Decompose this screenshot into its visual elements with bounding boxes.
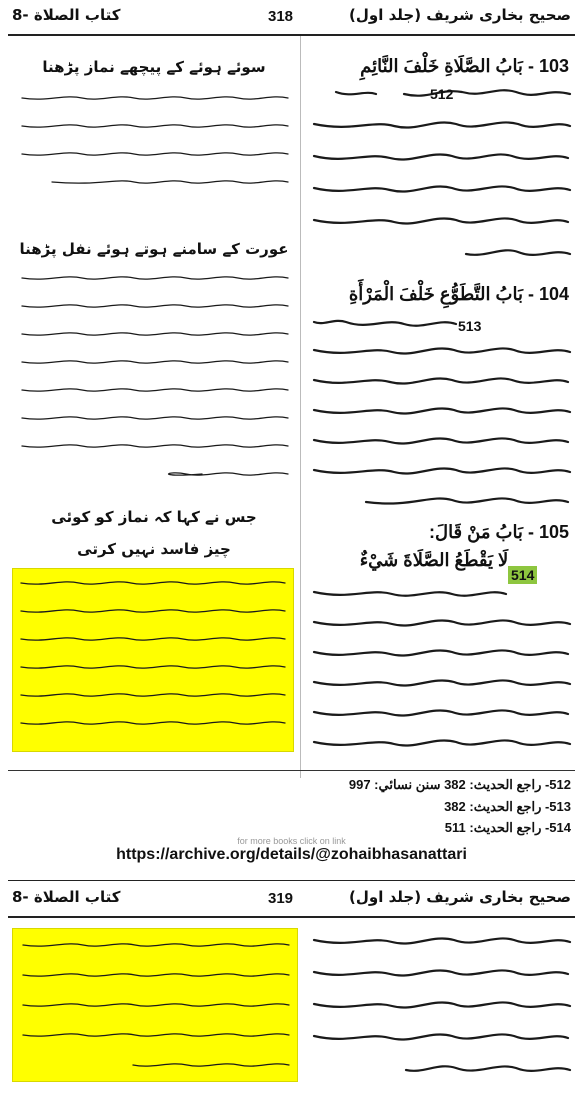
chapter-105-subheading: لَا يَقْطَعُ الصَّلَاةَ شَيْءٌ <box>359 550 509 570</box>
column-divider <box>300 36 301 778</box>
urdu-text-block-514 <box>13 569 293 751</box>
header-rule <box>8 34 575 36</box>
hadith-514-number: 514 <box>508 566 537 584</box>
archive-link[interactable]: https://archive.org/details/@zohaibhasanattari <box>116 846 467 863</box>
watermark-text: for more books click on link <box>237 836 346 846</box>
urdu-text-block-104 <box>12 268 294 490</box>
urdu-text-block-continued <box>13 929 297 1081</box>
hadith-513-number: 513 <box>458 318 482 334</box>
page-319 <box>0 876 583 1100</box>
arabic-text-block-513 <box>306 312 576 512</box>
header-volume-title-319: صحیح بخاری شریف (جلد اول) <box>349 888 571 906</box>
hadith-512-number: 512 <box>430 86 454 102</box>
urdu-heading-105-line2: چیز فاسد نہیں کرتی <box>77 540 231 558</box>
header-volume-title: صحیح بخاری شریف (جلد اول) <box>349 6 571 24</box>
references-rule <box>8 770 575 771</box>
arabic-text-block-512 <box>306 82 576 274</box>
header-page-number-319: 319 <box>268 890 294 907</box>
reference-514: 514- راجع الحديث: 511 <box>444 820 571 835</box>
chapter-104-heading: 104 - بَابُ التَّطَوُّعِ خَلْفَ الْمَرْأَةِ <box>348 284 569 304</box>
page-top-rule <box>8 880 575 881</box>
urdu-heading-105-line1: جس نے کہا کہ نماز کو کوئی <box>51 508 257 526</box>
highlighted-urdu-translation-514 <box>12 568 294 752</box>
header-book-title-319: 8- كتاب الصلاة <box>12 888 121 906</box>
header-book-title: 8- كتاب الصلاة <box>12 6 121 24</box>
header-page-number: 318 <box>268 8 294 25</box>
chapter-103-heading: 103 - بَابُ الصَّلَاةِ خَلْفَ النَّائِمِ <box>360 56 569 76</box>
urdu-text-block-103 <box>12 88 294 198</box>
highlighted-urdu-translation-continued <box>12 928 298 1082</box>
urdu-heading-104: عورت کے سامنے ہوتے ہوئے نفل پڑھنا <box>19 240 289 258</box>
reference-512: 512- راجع الحديث: 382 سنن نسائي: 997 <box>348 777 571 792</box>
arabic-text-block-514 <box>306 588 576 758</box>
chapter-105-heading: 105 - بَابُ مَنْ قَالَ: <box>429 522 569 542</box>
arabic-text-block-continued <box>306 928 576 1098</box>
reference-513: 513- راجع الحديث: 382 <box>444 799 571 814</box>
header-rule-319 <box>8 916 575 918</box>
urdu-heading-103: سوئے ہوئے کے پیچھے نماز پڑھنا <box>42 58 266 76</box>
